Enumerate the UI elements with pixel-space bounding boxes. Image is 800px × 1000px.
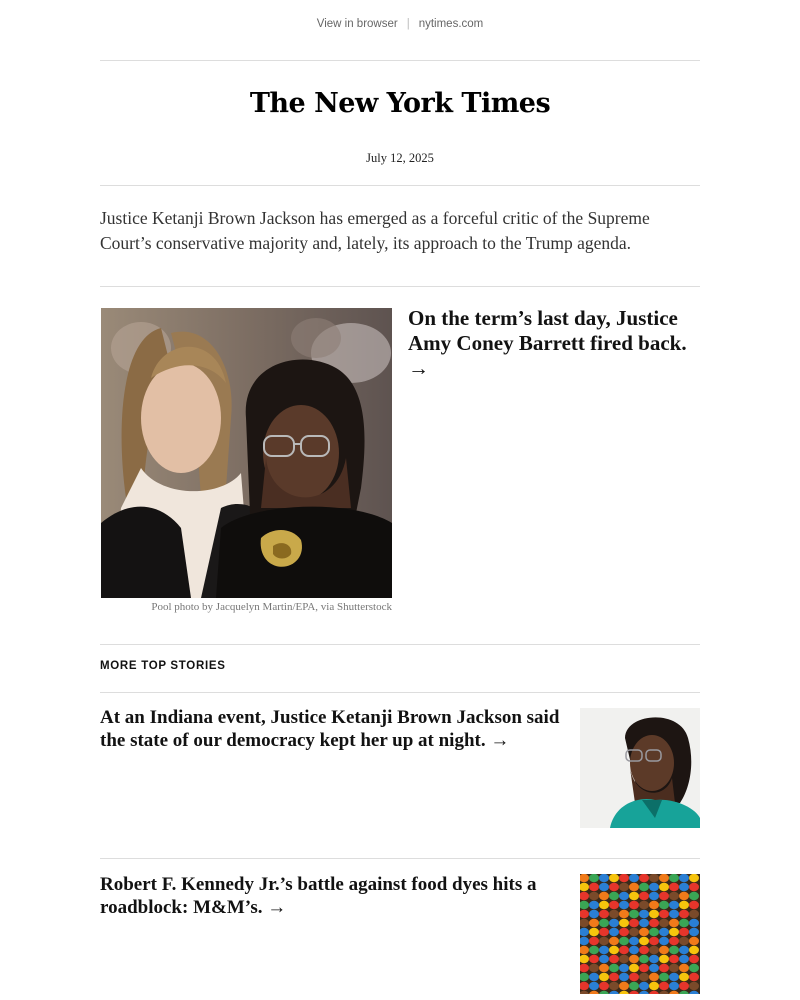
candy-piece <box>629 964 639 972</box>
candy-piece <box>689 901 699 909</box>
candy-piece <box>689 883 699 891</box>
candy-piece <box>609 910 619 918</box>
candy-piece <box>599 883 609 891</box>
candy-piece <box>619 883 629 891</box>
lead-photo-caption: Pool photo by Jacquelyn Martin/EPA, via Shutterstock <box>151 601 392 613</box>
candy-piece <box>639 973 649 981</box>
more-top-stories-label: MORE TOP STORIES <box>100 660 226 672</box>
candy-piece <box>649 883 659 891</box>
candy-piece <box>669 883 679 891</box>
candy-piece <box>659 901 669 909</box>
candy-piece <box>609 937 619 945</box>
lead-story-headline-link[interactable]: On the term’s last day, Justice Amy Coney Barrett fired back. → <box>408 306 687 380</box>
candy-piece <box>629 937 639 945</box>
candy-piece <box>619 910 629 918</box>
candy-piece <box>649 973 659 981</box>
candy-piece <box>639 982 649 990</box>
intro-divider <box>100 286 700 287</box>
candy-piece <box>689 910 699 918</box>
candy-piece <box>599 973 609 981</box>
candy-piece <box>689 937 699 945</box>
candy-piece <box>609 883 619 891</box>
candy-piece <box>659 955 669 963</box>
mms-candies-illustration <box>580 874 700 994</box>
candy-piece <box>639 892 649 900</box>
justices-photo-illustration <box>101 308 392 598</box>
candy-piece <box>679 964 689 972</box>
candy-piece <box>659 919 669 927</box>
candy-piece <box>629 919 639 927</box>
candy-piece <box>589 901 599 909</box>
candy-piece <box>669 910 679 918</box>
candy-piece <box>589 964 599 972</box>
candy-piece <box>689 964 699 972</box>
candy-piece <box>619 946 629 954</box>
candy-piece <box>669 964 679 972</box>
candy-piece <box>659 937 669 945</box>
candy-piece <box>649 946 659 954</box>
candy-piece <box>639 874 649 882</box>
story-headline-link-jackson-indiana[interactable]: At an Indiana event, Justice Ketanji Brown Jackson said the state of our democracy kept her up at night. → <box>100 707 560 751</box>
candy-piece <box>689 928 699 936</box>
candy-piece <box>679 901 689 909</box>
candy-piece <box>649 892 659 900</box>
candy-piece <box>629 910 639 918</box>
candy-piece <box>609 901 619 909</box>
top-links-row <box>0 18 800 30</box>
candy-piece <box>599 955 609 963</box>
candy-piece <box>589 946 599 954</box>
candy-piece <box>629 928 639 936</box>
candy-piece <box>659 928 669 936</box>
candy-piece <box>609 964 619 972</box>
candy-piece <box>639 901 649 909</box>
candy-piece <box>659 910 669 918</box>
candy-piece <box>649 874 659 882</box>
candy-piece <box>649 910 659 918</box>
lead-story-divider <box>100 644 700 645</box>
candy-piece <box>619 901 629 909</box>
candy-piece <box>599 892 609 900</box>
date-divider <box>100 185 700 186</box>
candy-piece <box>679 928 689 936</box>
candy-piece <box>599 901 609 909</box>
candy-piece <box>679 892 689 900</box>
jackson-portrait-illustration <box>580 708 700 828</box>
candy-piece <box>649 964 659 972</box>
candy-piece <box>689 955 699 963</box>
candy-piece <box>629 973 639 981</box>
candy-piece <box>669 973 679 981</box>
candy-piece <box>589 937 599 945</box>
candy-piece <box>599 946 609 954</box>
candy-piece <box>659 964 669 972</box>
candy-piece <box>619 973 629 981</box>
candy-piece <box>589 892 599 900</box>
candy-piece <box>629 946 639 954</box>
intro-paragraph: Justice Ketanji Brown Jackson has emerged as a forceful critic of the Supreme Court’s conservative majority and, lately, its approach to the Trump agenda. <box>100 208 650 253</box>
candy-piece <box>599 964 609 972</box>
candy-piece <box>619 919 629 927</box>
candy-piece <box>679 874 689 882</box>
candy-piece <box>639 946 649 954</box>
candy-piece <box>669 901 679 909</box>
candy-piece <box>639 919 649 927</box>
candy-piece <box>609 892 619 900</box>
candy-piece <box>629 901 639 909</box>
nytimes-site-link[interactable]: nytimes.com <box>418 18 484 30</box>
masthead-logo[interactable]: The New York Times <box>249 88 551 119</box>
candy-piece <box>609 955 619 963</box>
top-divider <box>100 60 700 61</box>
candy-piece <box>589 982 599 990</box>
candy-piece <box>689 946 699 954</box>
candy-piece <box>639 937 649 945</box>
link-separator: | <box>406 18 410 30</box>
candy-piece <box>669 937 679 945</box>
candy-piece <box>679 937 689 945</box>
candy-piece <box>629 883 639 891</box>
candy-piece <box>629 892 639 900</box>
candy-piece <box>659 973 669 981</box>
candy-piece <box>649 928 659 936</box>
candy-piece <box>599 874 609 882</box>
candy-piece <box>669 946 679 954</box>
candy-piece <box>609 919 619 927</box>
candy-piece <box>619 892 629 900</box>
candy-piece <box>679 946 689 954</box>
candy-piece <box>619 955 629 963</box>
candy-piece <box>679 955 689 963</box>
candy-piece <box>589 910 599 918</box>
candy-piece <box>679 919 689 927</box>
candy-piece <box>669 892 679 900</box>
candy-piece <box>619 874 629 882</box>
candy-piece <box>649 901 659 909</box>
candy-piece <box>589 973 599 981</box>
story-thumbnail-jackson[interactable] <box>580 708 700 828</box>
candy-piece <box>679 973 689 981</box>
candy-piece <box>689 892 699 900</box>
candy-piece <box>609 874 619 882</box>
candy-piece <box>599 910 609 918</box>
candy-piece <box>589 928 599 936</box>
view-in-browser-link[interactable]: View in browser <box>316 18 398 30</box>
candy-piece <box>659 982 669 990</box>
candy-piece <box>649 955 659 963</box>
candy-piece <box>639 955 649 963</box>
story-thumbnail-mms[interactable] <box>580 874 700 994</box>
candy-piece <box>639 883 649 891</box>
candy-piece <box>639 910 649 918</box>
candy-piece <box>619 964 629 972</box>
candy-piece <box>659 874 669 882</box>
story-headline-link-food-dyes[interactable]: Robert F. Kennedy Jr.’s battle against food dyes hits a roadblock: M&M’s. → <box>100 874 537 918</box>
candy-piece <box>669 928 679 936</box>
candy-piece <box>689 874 699 882</box>
candy-piece <box>609 982 619 990</box>
candy-piece <box>599 982 609 990</box>
candy-piece <box>589 919 599 927</box>
candy-piece <box>629 874 639 882</box>
lead-story-photo[interactable] <box>101 308 392 598</box>
candy-piece <box>609 946 619 954</box>
candy-piece <box>619 937 629 945</box>
candy-piece <box>599 937 609 945</box>
candy-piece <box>609 928 619 936</box>
candy-piece <box>619 928 629 936</box>
candy-piece <box>669 919 679 927</box>
newsletter-date: July 12, 2025 <box>366 151 434 165</box>
story-divider <box>100 858 700 859</box>
candy-piece <box>599 919 609 927</box>
candy-piece <box>689 982 699 990</box>
candy-piece <box>649 919 659 927</box>
candy-piece <box>599 928 609 936</box>
candy-piece <box>669 955 679 963</box>
candy-piece <box>589 955 599 963</box>
candy-piece <box>679 910 689 918</box>
candy-piece <box>679 982 689 990</box>
section-label-divider <box>100 692 700 693</box>
candy-piece <box>629 982 639 990</box>
candy-piece <box>659 946 669 954</box>
candy-piece <box>629 955 639 963</box>
candy-piece <box>609 973 619 981</box>
candy-piece <box>669 982 679 990</box>
candy-piece <box>669 874 679 882</box>
candy-piece <box>659 883 669 891</box>
candy-piece <box>649 937 659 945</box>
candy-piece <box>589 874 599 882</box>
candy-piece <box>679 883 689 891</box>
candy-piece <box>619 982 629 990</box>
candy-piece <box>589 883 599 891</box>
candy-piece <box>659 892 669 900</box>
email-top-bar <box>0 0 800 50</box>
candy-piece <box>639 928 649 936</box>
candy-piece <box>649 982 659 990</box>
candy-piece <box>689 919 699 927</box>
candy-piece <box>639 964 649 972</box>
candy-piece <box>689 973 699 981</box>
